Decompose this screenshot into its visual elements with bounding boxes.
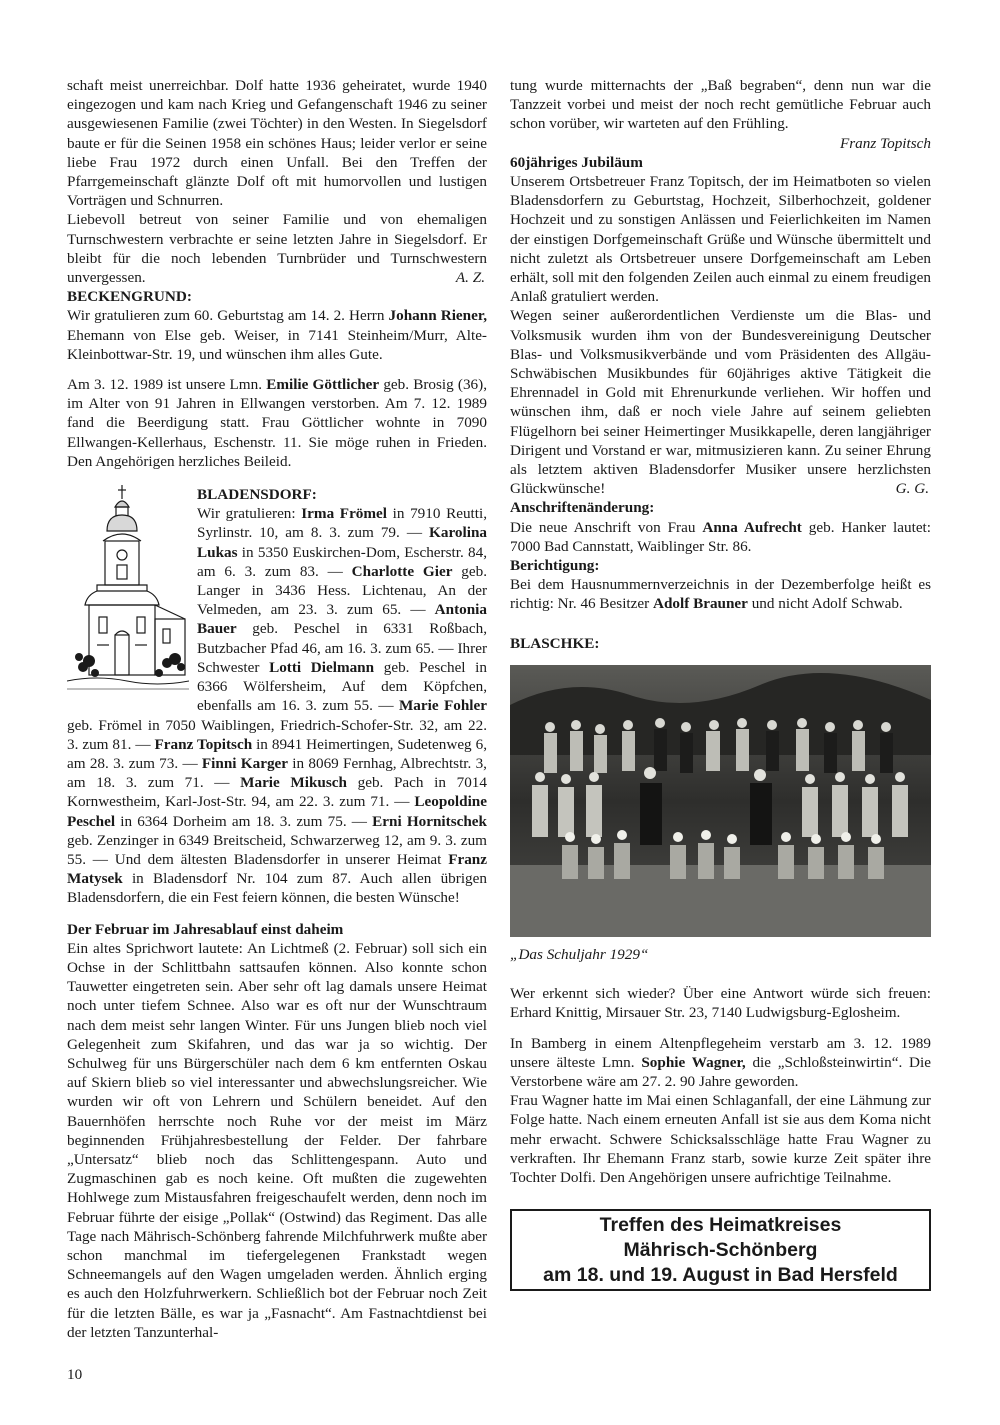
blaschke-heading: BLASCHKE: bbox=[510, 634, 600, 652]
jubilaeum-heading: 60jähriges Jubiläum bbox=[510, 153, 643, 171]
name-johann-riener: Johann Riener, bbox=[388, 307, 487, 325]
dolf-paragraph-2 bbox=[67, 210, 487, 287]
blad-text: in 5350 Euskirchen-Dom, Escherstr. 84, am 6. 3. zum 83. — bbox=[197, 543, 487, 580]
ber-text-a: Bei dem Hausnummernverzeichnis in der Dezemberfolge heißt es richtig: Nr. 46 Besitzer bbox=[510, 576, 931, 613]
bladensdorf-section bbox=[67, 485, 487, 907]
bladensdorf-heading: BLADENSDORF: bbox=[197, 486, 317, 504]
signature-az: A. Z. bbox=[455, 269, 485, 287]
blad-name: Marie Mikusch bbox=[240, 774, 347, 792]
ans-text-b: geb. Hanker lautet: 7000 Bad Cannstatt, Waiblinger Str. 86. bbox=[510, 518, 931, 555]
bam-text-a: In Bamberg in einem Altenpflegeheim verstarb am 3. 12. 1989 unsere älteste Lmn. bbox=[510, 1034, 931, 1071]
signature-franz-topitsch: Franz Topitsch bbox=[839, 134, 931, 152]
blad-text: geb. Zenzinger in 6349 Breitscheid, Schwarzerweg 12, am 9. 3. zum 55. — Und dem ältesten Bladensdorfer in unserer Heimat bbox=[67, 831, 487, 868]
ber-text-b: und nicht Adolf Schwab. bbox=[747, 595, 903, 613]
blad-text: geb. Frömel in 7050 Waiblingen, Friedrich-Schofer-Str. 32, am 22. 3. zum 81. — bbox=[67, 716, 487, 753]
photo-caption: „Das Schuljahr 1929“ bbox=[510, 945, 649, 963]
beckengrund-obituary bbox=[67, 375, 487, 471]
blad-text: in 8941 Heimertingen, Sudetenweg 6, am 28. 3. zum 73. — bbox=[67, 735, 487, 772]
beckengrund-heading: BECKENGRUND: bbox=[67, 288, 192, 306]
berichtigung-heading: Berichtigung: bbox=[510, 557, 600, 575]
beck1-text-a: Wir gratulieren zum 60. Geburtstag am 14. 2. Herrn bbox=[67, 307, 389, 325]
blad-text: in Bladensdorf Nr. 104 zum 87. Auch allen übrigen Bladensdorfern, die ein Fest feiern können, die besten Wünsche! bbox=[67, 870, 487, 907]
beck1-text-b: Ehemann von Else geb. Weiser, in 7141 Steinheim/Murr, Alte-Kleinbottwar-Str. 19, und wünschen ihm alles Gute. bbox=[67, 326, 487, 363]
name-emilie-goettlicher: Emilie Göttlicher bbox=[266, 376, 380, 394]
signature-gg: G. G. bbox=[895, 480, 929, 498]
fasnacht-continuation: tung wurde mitternachts der „Baß begraben“, denn nun war die Tanzzeit vorbei und meist der noch recht gemütliche Februar auch schon vorüber, wir warteten auf den Frühling. bbox=[510, 77, 931, 133]
beckengrund-birthday bbox=[67, 306, 487, 364]
jubilaeum-paragraph-1: Unserem Ortsbetreuer Franz Topitsch, der im Heimatboten so vielen Bladensdorfern zu Geburtstag, Hochzeit, Silberhochzeit, goldener Hochzeit und zu sonstigen Anlässen und Feierlichkeiten im Namen der einstigen Dorfgemeinschaft Grüße und Wünsche übermittelt und nicht zuletzt als Ortsbetreuer unsere Dorfgemeinschaft am Leben erhält, soll mit den folgenden Zeilen auch einmal zu einem freudigen Anlaß gratuliert werden. bbox=[510, 173, 931, 306]
jubilaeum-paragraph-2-text: Wegen seiner außerordentlichen Verdienste um die Blas- und Volksmusik wurden ihm von der Bundesvereinigung Deutscher Blas- und Volksmusikverbände und vom Präsidenten des Allgäu-Schwäbischen Musikbundes für 60jähriges aktive Tätigkeit die Ehrennadel in Gold mit Ehrenurkunde verliehen. Wir hoffen und wünschen ihm, daß er noch viele Jahre auf seinem geliebten Flügelhorn bei seiner Heimertinger Musikkapelle, deren langjähriger Dirigent und Vorstand er war, mitmusizieren kann. Zu seiner Ehrung als letztem aktiven Bladensdorfer Musiker unsere herzlichsten Glückwünsche! bbox=[510, 307, 931, 498]
blad-name: Irma Frömel bbox=[301, 505, 388, 523]
blad-name: Antonia Bauer bbox=[197, 601, 487, 638]
anschrift-heading: Anschriftenänderung: bbox=[510, 499, 655, 517]
berichtigung-text bbox=[510, 575, 931, 613]
blad-name: Leopoldine Peschel bbox=[67, 793, 487, 830]
beck2-text-b: geb. Brosig (36), im Alter von 91 Jahren in Ellwangen verstorben. Am 7. 12. 1989 fand die Beerdigung statt. Frau Göttlicher wohnte in 7090 Ellwangen-Kellerhaus, Eschenstr. 11. Sie möge ruhen in Frieden. Den Angehörigen herzliches Beileid. bbox=[67, 376, 488, 470]
blad-text: in 8069 Fernhag, Albrechtstr. 3, am 18. 3. zum 71. — bbox=[67, 754, 487, 792]
right-column bbox=[510, 76, 931, 1291]
blad-text: in 6364 Dorheim am 18. 3. zum 75. — bbox=[115, 812, 373, 830]
page-number: 10 bbox=[67, 1366, 83, 1383]
bamberg-obituary bbox=[510, 1034, 931, 1092]
announcement-line-3: am 18. und 19. August in Bad Hersfeld bbox=[543, 1263, 898, 1286]
blad-intro: Wir gratulieren: bbox=[197, 505, 302, 523]
church-drawing bbox=[67, 485, 189, 699]
blad-name: Charlotte Gier bbox=[351, 562, 453, 580]
dolf-paragraph: schaft meist unerreichbar. Dolf hatte 1936 geheiratet, wurde 1940 eingezogen und kam nach Krieg und Gefangenschaft 1946 zu seiner ausgewiesenen Familie (zwei Töchter) in den Westen. In Siegelsdorf baute er für die Seinen 1958 ein schönes Haus; leider verlor er seine liebe Frau 1972 durch einen Unfall. Bei den Treffen der Pfarrgemeinschaft glänzte Dolf oft mit humorvollen und lustigen Vorträgen und Schnurren. bbox=[67, 77, 487, 210]
announcement-box bbox=[510, 1209, 931, 1291]
class-photo-image bbox=[510, 665, 931, 937]
class-photo bbox=[510, 665, 931, 937]
name-anna-aufrecht: Anna Aufrecht bbox=[702, 518, 802, 536]
blad-text: in 7910 Reutti, Syrlinstr. 10, am 8. 3. zum 79. — bbox=[197, 505, 487, 542]
blad-text: geb. Pach in 7014 Kornwestheim, Karl-Jost-Str. 94, am 22. 3. zum 71. — bbox=[67, 774, 487, 811]
blad-text: geb. Peschel in 6366 Wölfersheim, Auf dem Köpfchen, ebenfalls am 16. 3. zum 55. — bbox=[197, 658, 487, 715]
blad-text: geb. Langer in 3436 Hess. Lichtenau, An der Velmeden, am 23. 3. zum 65. — bbox=[197, 562, 488, 619]
wagner-paragraph: Frau Wagner hatte im Mai einen Schlaganfall, der eine Lähmung zur Folge hatte. Nach einem erneuten Anfall ist sie aus dem Koma nicht mehr erwacht. Schwere Schicksalsschläge hatte Frau Wagner zu verkraften. Ihr Ehemann Franz starb, sowie kurze Zeit später ihre Tochter Dolfi. Den Angehörigen unsere aufrichtige Teilnahme. bbox=[510, 1092, 931, 1186]
announcement-line-1: Treffen des Heimatkreises bbox=[599, 1213, 842, 1236]
blad-name: Finni Karger bbox=[201, 754, 289, 772]
blad-name: Marie Fohler bbox=[398, 697, 487, 715]
blad-name: Franz Matysek bbox=[67, 850, 487, 888]
who-recognizes-text: Wer erkennt sich wieder? Über eine Antwort würde sich freuen: Erhard Knittig, Mirsauer Str. 23, 7140 Ludwigsburg-Eglosheim. bbox=[510, 985, 931, 1022]
bam-text-b: die „Schloßsteinwirtin“. Die Verstorbene wäre am 27. 2. 90 Jahre geworden. bbox=[510, 1053, 931, 1090]
left-column bbox=[67, 76, 487, 1342]
februar-article: Ein altes Sprichwort lautete: An Lichtmeß (2. Februar) soll sich ein Ochse in der Schlittbahn sattsaufen können. Also konnte schon Tauwetter eingetreten sein. Aber sehr oft lag damals unsere Heimat noch unter tiefem Schnee. Also war es oft nur der Wunschtraum nach dem meist sehr langen Winter. Für uns Jungen blieb noch viel Gelegenheit zum Skifahren, und das war ja so wichtig. Der Schulweg für uns Bürgerschüler nach dem 6 km entfernten Oskau auf Skiern blieb so viel interessanter und abwechslungsreicher. Wie wurden wir oft von Lehrern und Schülern beneidet. Auf den Bauernhöfen herrschte noch Ruhe vor der meist im März beginnenden Frühjahresbestellung der Felder. Der fahrbare „Untersatz“ blieb noch das Schlittengespann. Auto und Zugmaschinen gab es noch keine. Oft mußten die zugewehten Hohlwege zum Mistausfahren freigeschaufelt werden, denn noch im Februar führte der eisige „Pollak“ (Ostwind) das Regiment. Das alle Tage nach Mährisch-Schönberg fahrende Milchfuhrwerk mußte aber schon manchmal im tiefergelegenen Frankstadt wegen Schneemangels auf den Wagen umgeladen werden. Ähnlich erging es auch den Holzfuhrwerkern. Schließlich bot der Februar noch Zeit für die letzten Bälle, es war ja „Fasnacht“. Am Fastnachtdienst bei der letzten Tanzunterhal- bbox=[67, 939, 487, 1341]
blad-text: geb. Peschel in 6331 Roßbach, Butzbacher Pfad 46, am 16. 3. zum 65. — Ihrer Schwester bbox=[197, 620, 487, 676]
church-illustration bbox=[67, 485, 189, 699]
name-adolf-brauner: Adolf Brauner bbox=[652, 595, 748, 613]
blad-name: Franz Topitsch bbox=[154, 735, 253, 753]
blad-name: Karolina Lukas bbox=[197, 524, 487, 561]
februar-heading: Der Februar im Jahresablauf einst daheim bbox=[67, 920, 344, 938]
announcement-line-2: Mährisch-Schönberg bbox=[623, 1238, 818, 1261]
name-sophie-wagner: Sophie Wagner, bbox=[641, 1053, 746, 1071]
jubilaeum-paragraph-2 bbox=[510, 306, 931, 498]
anschrift-text bbox=[510, 518, 931, 556]
blad-name: Erni Hornitschek bbox=[372, 812, 487, 830]
beck2-text-a: Am 3. 12. 1989 ist unsere Lmn. bbox=[67, 376, 267, 394]
dolf-paragraph-2-text: Liebevoll betreut von seiner Familie und von ehemaligen Turnschwestern verbrachte er seine letzten Jahre in Siegelsdorf. Er bleibt für die noch lebenden Turnbrüder und Turnschwestern unvergessen. bbox=[67, 211, 487, 287]
blad-name: Lotti Dielmann bbox=[269, 658, 375, 676]
ans-text-a: Die neue Anschrift von Frau bbox=[510, 518, 703, 536]
